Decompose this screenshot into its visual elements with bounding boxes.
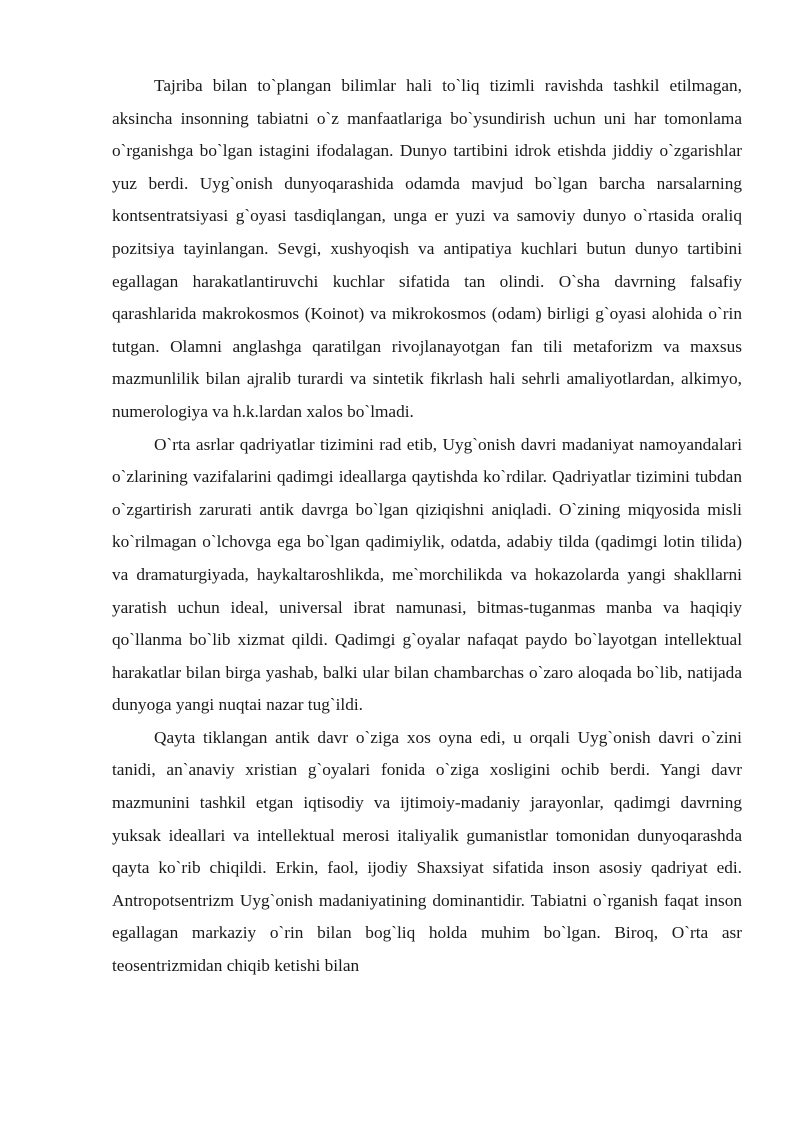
paragraph-1: Tajriba bilan to`plangan bilimlar hali to`liq tizimli ravishda tashkil etilmagan, aksincha insonning tabiatni o`z manfaatlariga bo`ysundirish uchun uni har tomonlama o`rganishga bo`lgan istagini ifodalagan. Dunyo tartibini idrok etishda jiddiy o`zgarishlar yuz berdi. Uyg`onish dunyoqarashida odamda mavjud bo`lgan barcha narsalarning kontsentratsiyasi g`oyasi tasdiqlangan, unga er yuzi va samoviy dunyo o`rtasida oraliq pozitsiya tayinlangan. Sevgi, xushyoqish va antipatiya kuchlari butun dunyo tartibini egallagan harakatlantiruvchi kuchlar sifatida tan olindi. O`sha davrning falsafiy qarashlarida makrokosmos (Koinot) va mikrokosmos (odam) birligi g`oyasi alohida o`rin tutgan. Olamni anglashga qaratilgan rivojlanayotgan fan tili metaforizm va maxsus mazmunlilik bilan ajralib turardi va sintetik fikrlash hali sehrli amaliyotlardan, alkimyo, numerologiya va h.k.lardan xalos bo`lmadi. bbox=[112, 76, 742, 421]
body-text bbox=[112, 70, 742, 983]
paragraph-3: Qayta tiklangan antik davr o`ziga xos oyna edi, u orqali Uyg`onish davri o`zini tanidi, an`anaviy xristian g`oyalari fonida o`ziga xosligini ochib berdi. Yangi davr mazmunini tashkil etgan iqtisodiy va ijtimoiy-madaniy jarayonlar, qadimgi davrning yuksak ideallari va intellektual merosi italiyalik gumanistlar tomonidan dunyoqarashda qayta ko`rib chiqildi. Erkin, faol, ijodiy Shaxsiyat sifatida inson asosiy qadriyat edi. Antropotsentrizm Uyg`onish madaniyatining dominantidir. Tabiatni o`rganish faqat inson egallagan markaziy o`rin bilan bog`liq holda muhim bo`lgan. Biroq, O`rta asr teosentrizmidan chiqib ketishi bilan bbox=[112, 727, 742, 976]
paragraph-2: O`rta asrlar qadriyatlar tizimini rad etib, Uyg`onish davri madaniyat namoyandalari o`zlarining vazifalarini qadimgi ideallarga qaytishda ko`rdilar. Qadriyatlar tizimini tubdan o`zgartirish zarurati antik davrga bo`lgan qiziqishni aniqladi. O`zining miqyosida misli ko`rilmagan o`lchovga ega bo`lgan qadimiylik, odatda, adabiy tilda (qadimgi lotin tilida) va dramaturgiyada, haykaltaroshlikda, me`morchilikda va hokazolarda yangi shakllarni yaratish uchun ideal, universal ibrat namunasi, bitmas-tuganmas manba va haqiqiy qo`llanma bo`lib xizmat qildi. Qadimgi g`oyalar nafaqat paydo bo`layotgan intellektual harakatlar bilan birga yashab, balki ular bilan chambarchas o`zaro aloqada bo`lib, natijada dunyoga yangi nuqtai nazar tug`ildi. bbox=[112, 434, 742, 715]
